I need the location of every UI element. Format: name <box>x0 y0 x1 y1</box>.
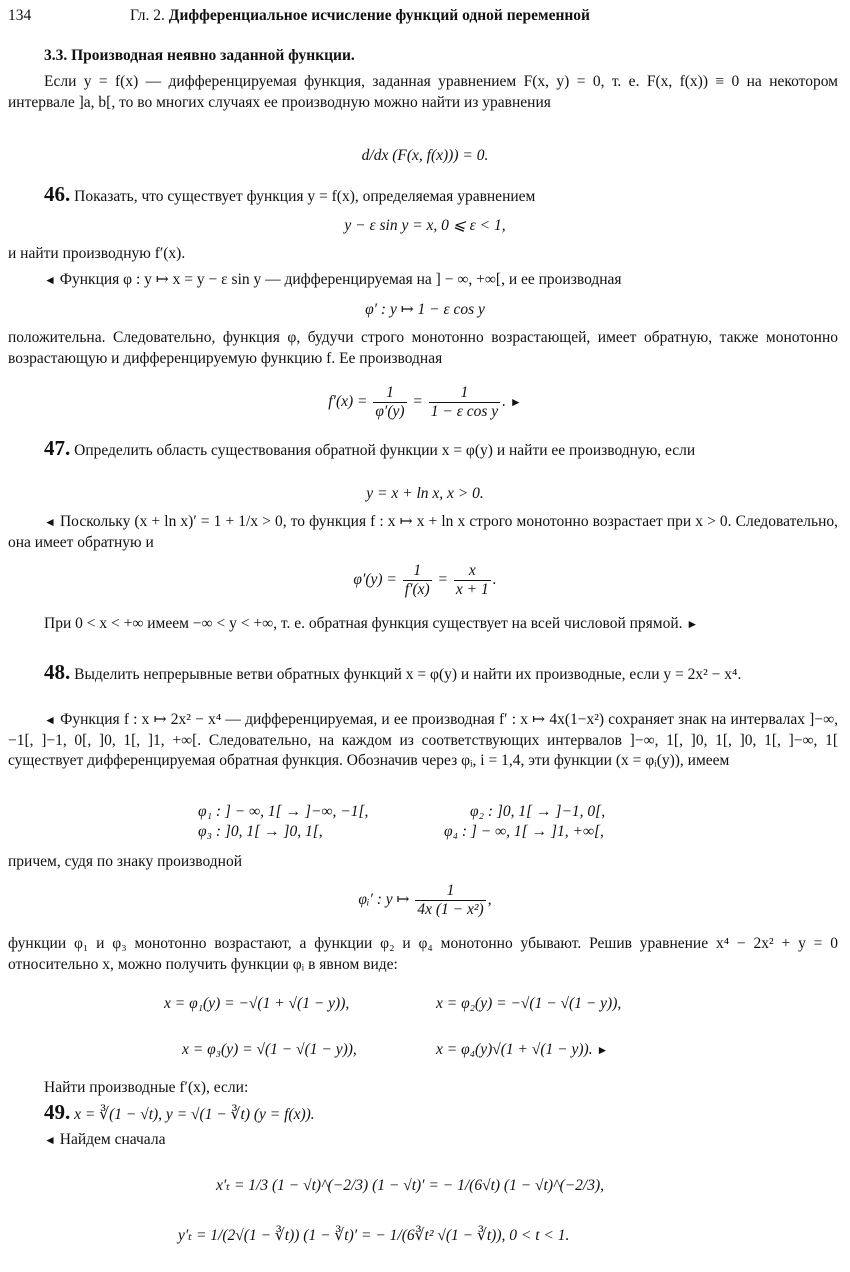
task-intro: Найти производные f′(x), если: <box>44 1079 249 1096</box>
explicit-branch-4: x = φ₄(y)√(1 + √(1 − y)). ► <box>436 1041 609 1058</box>
fraction: $\frac{1}{\text{4x (1 − x²)}}$ <box>417 882 484 918</box>
fraction: $\frac{1}{f'(x)}$ <box>404 562 430 598</box>
problem-46-derivative: φ′ : y ↦ 1 − ε cos y <box>365 301 485 318</box>
problem-46-solution: ◄ Функция φ : y ↦ x = y − ε sin y — дифференцируемая на ] − ∞, +∞[, и ее производная <box>44 271 622 288</box>
branch-map-2: φ₂ : ]0, 1[ → ]−1, 0[, <box>470 803 606 820</box>
solution-end-mark: ► <box>509 395 522 410</box>
problem-47-formula: y = x + ln x, x > 0. <box>366 485 484 502</box>
problem-48-solution: ◄ Функция f : x ↦ 2x² − x⁴ — дифференцируемая, и ее производная f′ : x ↦ 4x(1−x²) сохраняет знак на интервалах ]−∞, −1[, ]−1, 0[, ]0, 1[, ]1, +∞[. Следовательно, на каждом из соответствующих интервалов ]−∞, 1[, ]0, 1[, ]0, 1[, ]−∞, 1[ существует дифференцируемая обратная функция. Обозначив через φᵢ, i = 1,4, эти функции (x = φᵢ(y)), имеем <box>8 711 839 769</box>
explicit-branch-3: x = φ₃(y) = √(1 − √(1 − y)), <box>182 1041 357 1058</box>
problem-statement: Показать, что существует функция y = f(x), определяемая уравнением <box>74 188 536 205</box>
problem-number: 48. <box>44 660 71 684</box>
problem-49: 49. x = ∛(1 − √t), y = √(1 − ∛t) (y = f(x)). <box>44 1100 315 1124</box>
problem-49-yt: y′ₜ = 1/(2√(1 − ∛t)) (1 − ∛t)′ = − 1/(6∛t² √(1 − ∛t)), 0 < t < 1. <box>178 1227 570 1244</box>
branch-map-4: φ₄ : ] − ∞, 1[ → ]1, +∞[, <box>444 823 604 840</box>
problem-46-formula: y − ε sin y = x, 0 ⩽ ε < 1, <box>344 217 506 234</box>
section-title: 3.3. Производная неявно заданной функции. <box>44 47 355 64</box>
problem-47: 47. Определить область существования обратной функции x = φ(y) и найти ее производную, если <box>44 436 696 460</box>
section-intro: Если y = f(x) — дифференцируемая функция, заданная уравнением F(x, y) = 0, т. е. F(x, f(x)) ≡ 0 на некотором интервале ]a, b[, то во многих случаях ее производную можно найти из уравнения <box>8 73 838 111</box>
problem-49-solution: ◄ Найдем сначала <box>44 1131 166 1148</box>
fraction: $\frac{1}{\text{1 − ε cos y}}$ <box>430 384 499 420</box>
solution-start-mark: ◄ <box>44 273 56 287</box>
problem-48-solution-more: функции φ₁ и φ₃ монотонно возрастают, а функции φ₂ и φ₄ монотонно убывают. Решив уравнение x⁴ − 2x² + y = 0 относительно x, можно получить функции φᵢ в явном виде: <box>8 935 838 973</box>
solution-start-mark: ◄ <box>44 1133 56 1147</box>
fraction: $\frac{1}{\varphi'(y)}$ <box>375 384 405 420</box>
branch-map-1: φ₁ : ] − ∞, 1[ → ]−∞, −1[, <box>198 803 369 820</box>
solution-end-mark: ► <box>596 1043 609 1057</box>
problem-49-xt: x′ₜ = 1/3 (1 − √t)^(−2/3) (1 − √t)′ = − 1/(6√t) (1 − √t)^(−2/3), <box>216 1177 605 1194</box>
problem-48: 48. Выделить непрерывные ветви обратных функций x = φ(y) и найти их производные, если y = 2x² − x⁴. <box>44 660 742 684</box>
solution-start-mark: ◄ <box>44 713 56 727</box>
running-header <box>130 6 590 26</box>
problem-number: 49. <box>44 1100 71 1124</box>
problem-number: 46. <box>44 182 71 206</box>
explicit-branch-1: x = φ₁(y) = −√(1 + √(1 − y)), <box>164 995 350 1012</box>
chapter-label: Гл. 2. <box>130 7 165 24</box>
problem-number: 47. <box>44 436 71 460</box>
problem-46-solution-cont: положительна. Следовательно, функция φ, будучи строго монотонно возрастающей, имеет обратную, также монотонно возрастающую и дифференцируемую функцию f. Ее производная <box>8 329 838 367</box>
branch-map-3: φ₃ : ]0, 1[ → ]0, 1[, <box>198 823 323 840</box>
problem-47-conclusion: При 0 < x < +∞ имеем −∞ < y < +∞, т. е. обратная функция существует на всей числовой прямой. ► <box>44 615 699 632</box>
problem-46-statement-end: и найти производную f′(x). <box>8 245 186 262</box>
intro-formula: d/dx (F(x, f(x))) = 0. <box>361 147 489 164</box>
chapter-title: Дифференциальное исчисление функций одной переменной <box>168 7 590 24</box>
problem-47-result: φ′(y) = $\frac{1}{f'(x)}$ = $\frac{x}{x + 1}$ . <box>353 562 497 598</box>
problem-48-solution-cont: причем, судя по знаку производной <box>8 853 243 870</box>
solution-end-mark: ► <box>686 617 699 631</box>
problem-47-solution: ◄ Поскольку (x + ln x)′ = 1 + 1/x > 0, то функция f : x ↦ x + ln x строго монотонно возрастает при x > 0. Следовательно, она имеет обратную и <box>8 513 838 551</box>
explicit-branch-2: x = φ₂(y) = −√(1 − √(1 − y)), <box>436 995 622 1012</box>
solution-start-mark: ◄ <box>44 515 56 529</box>
problem-46 <box>8 184 838 208</box>
page-number: 134 <box>8 7 32 24</box>
problem-48-derivative: φᵢ′ : y ↦ $\frac{1}{\text{4x (1 − x²)}}$ , <box>358 882 492 918</box>
fraction: $\frac{x}{x + 1}$ <box>455 562 489 598</box>
problem-46-result: f′(x) = $\frac{1}{\varphi'(y)}$ = $\frac{1}{\text{1 − ε cos y}}$ . ► <box>328 384 522 420</box>
